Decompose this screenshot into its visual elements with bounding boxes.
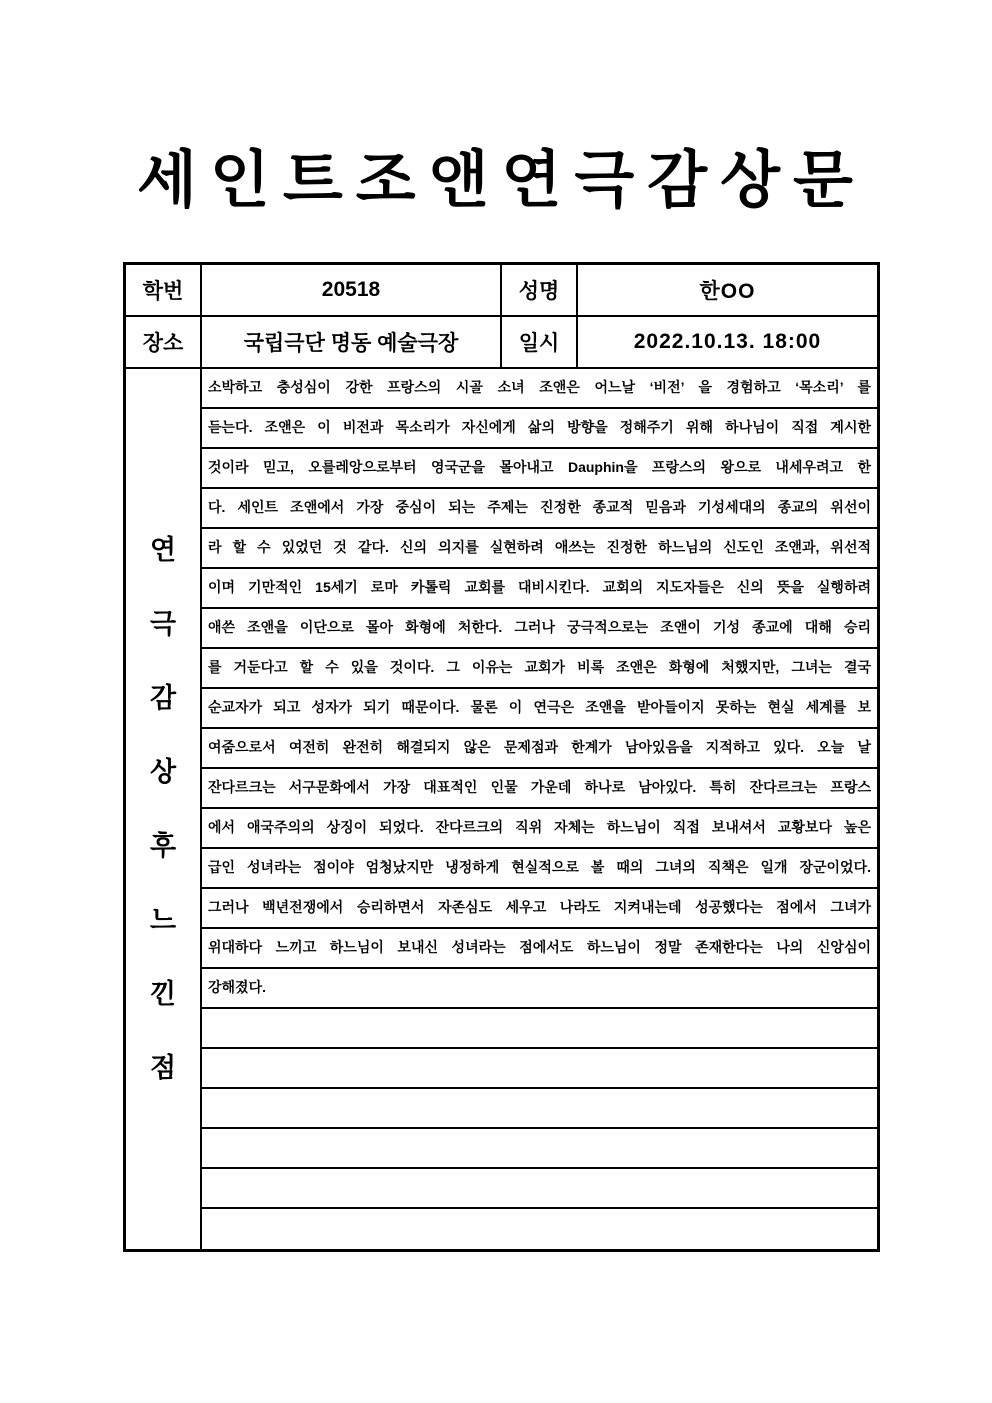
review-line: 것이라 믿고, 오를레앙으로부터 영국군을 몰아내고 Dauphin을 프랑스의 왕으로 내세우려고 한	[202, 449, 877, 489]
header-row-1	[126, 265, 877, 317]
review-empty-line	[202, 1089, 877, 1129]
header-row-2	[126, 317, 877, 369]
review-label-char: 후	[149, 831, 177, 862]
review-line: 듣는다. 조앤은 이 비전과 목소리가 자신에게 삶의 방향을 정해주기 위해 하나님이 직접 계시한	[202, 409, 877, 449]
review-line: 소박하고 충성심이 강한 프랑스의 시골 소녀 조앤은 어느날 ‘비전’ 을 경험하고 ‘목소리’ 를	[202, 369, 877, 409]
review-line: 이며 기만적인 15세기 로마 카톨릭 교회를 대비시킨다. 교회의 지도자들은 신의 뜻을 실행하려	[202, 569, 877, 609]
review-empty-line	[202, 1209, 877, 1249]
review-label-char: 상	[149, 757, 177, 788]
review-label-char: 연	[149, 535, 177, 566]
student-id-label: 학번	[126, 265, 202, 315]
info-table	[123, 262, 880, 1252]
review-label-char: 극	[149, 609, 177, 640]
review-line: 급인 성녀라는 점이야 엄청났지만 냉정하게 현실적으로 볼 때의 그녀의 직책은 일개 장군이었다.	[202, 849, 877, 889]
review-empty-line	[202, 1009, 877, 1049]
review-section-label	[126, 369, 202, 1249]
review-line: 잔다르크는 서구문화에서 가장 대표적인 인물 가운데 하나로 남아있다. 특히 잔다르크는 프랑스	[202, 769, 877, 809]
place-label: 장소	[126, 317, 202, 367]
review-line: 라 할 수 있었던 것 같다. 신의 의지를 실현하려 애쓰는 진정한 하느님의 신도인 조앤과, 위선적	[202, 529, 877, 569]
review-label-char: 낀	[149, 979, 177, 1010]
review-line: 강해졌다.	[202, 969, 877, 1009]
name-label: 성명	[502, 265, 578, 315]
review-line: 순교자가 되고 성자가 되기 때문이다. 물론 이 연극은 조앤을 받아들이지 못하는 현실 세계를 보	[202, 689, 877, 729]
review-label-char: 감	[149, 683, 177, 714]
review-line: 다. 세인트 조앤에서 가장 중심이 되는 주제는 진정한 종교적 믿음과 기성세대의 종교의 위선이	[202, 489, 877, 529]
review-section	[126, 369, 877, 1249]
review-line: 애쓴 조앤을 이단으로 몰아 화형에 처한다. 그러나 궁극적으로는 조앤이 기성 종교에 대해 승리	[202, 609, 877, 649]
review-empty-line	[202, 1169, 877, 1209]
document	[123, 0, 880, 1252]
datetime-value: 2022.10.13. 18:00	[633, 330, 822, 354]
review-line: 위대하다 느끼고 하느님이 보내신 성녀라는 점에서도 하느님이 정말 존재한다는 나의 신앙심이	[202, 929, 877, 969]
review-line: 여줌으로서 여전히 완전히 해결되지 않은 문제점과 한계가 남아있음을 지적하고 있다. 오늘 날	[202, 729, 877, 769]
review-label-char: 느	[149, 905, 177, 936]
review-line: 를 거둔다고 할 수 있을 것이다. 그 이유는 교회가 비록 조앤은 화형에 처했지만, 그녀는 결국	[202, 649, 877, 689]
review-line: 에서 애국주의의 상징이 되었다. 잔다르크의 직위 자체는 하느님이 직접 보내셔서 교황보다 높은	[202, 809, 877, 849]
datetime-label: 일시	[502, 317, 578, 367]
review-text-area	[202, 369, 877, 1249]
place-value: 국립극단 명동 예술극장	[202, 317, 502, 367]
review-line: 그러나 백년전쟁에서 승리하면서 자존심도 세우고 나라도 지켜내는데 성공했다는 점에서 그녀가	[202, 889, 877, 929]
document-title: 세인트조앤연극감상문	[137, 146, 866, 215]
student-id-value: 20518	[202, 265, 502, 315]
review-empty-line	[202, 1129, 877, 1169]
review-empty-line	[202, 1049, 877, 1089]
review-label-char: 점	[149, 1053, 177, 1084]
name-value: 한OO	[699, 280, 756, 304]
